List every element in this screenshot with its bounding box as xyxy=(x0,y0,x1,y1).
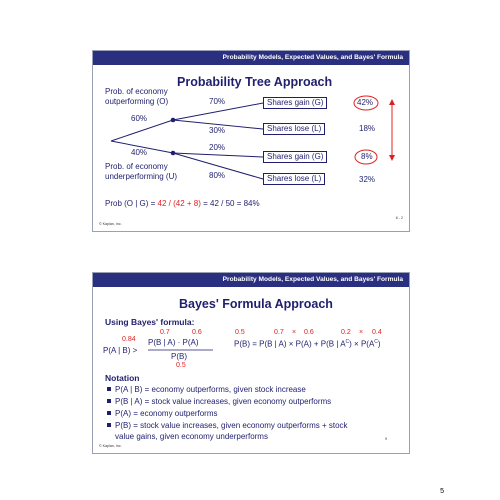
bayes-numerator: P(B | A) · P(A) xyxy=(148,338,199,347)
note-text: P(B) = stock value increases, given economy outperforms + stock xyxy=(115,421,348,430)
bullet-icon xyxy=(107,423,111,427)
slide-banner: Probability Models, Expected Values, and Bayes' Formula xyxy=(93,51,409,65)
note-item xyxy=(107,409,217,418)
times-sign-2: × xyxy=(359,329,364,336)
complement-sup-1: C xyxy=(345,339,350,345)
page-number: 5 xyxy=(440,488,444,495)
prob-lose-given-out: 30% xyxy=(209,126,226,135)
note-item xyxy=(107,385,306,394)
joint-prob-42: 42% xyxy=(357,98,374,107)
outcome-box-gain-1: Shares gain (G) xyxy=(263,97,327,109)
value-05-right: 0.5 xyxy=(235,329,245,336)
expansion-main: P(B) = P(B | A) × P(A) + P(B | A xyxy=(234,339,346,349)
slide-probability-tree xyxy=(92,50,410,232)
outcome-box-lose-2: Shares lose (L) xyxy=(263,173,325,185)
value-02: 0.2 xyxy=(341,329,351,336)
copyright: © Kaplan, Inc. xyxy=(99,222,122,226)
outcome-box-gain-2: Shares gain (G) xyxy=(263,151,327,163)
prob-gain-given-under: 20% xyxy=(209,143,226,152)
bullet-icon xyxy=(107,411,111,415)
outcome-box-lose-1: Shares lose (L) xyxy=(263,123,325,135)
complement-sup-2: C xyxy=(374,339,378,345)
value-06-right: 0.6 xyxy=(304,329,314,336)
arrow-head-down-icon xyxy=(389,155,395,161)
formula-suffix: = 42 / 50 = 84% xyxy=(200,199,260,208)
label-underperform-line1: Prob. of economy xyxy=(105,162,168,171)
note-text: P(A) = economy outperforms xyxy=(115,409,218,418)
prob-underperform: 40% xyxy=(131,148,148,157)
prob-gain-given-out: 70% xyxy=(209,97,226,106)
label-underperform-line2: underperforming (U) xyxy=(105,172,178,181)
slide-title: Probability Tree Approach xyxy=(177,75,333,89)
slide-number: 9 xyxy=(385,437,387,441)
branch-outperform xyxy=(111,120,173,141)
note-text: P(B | A) = stock value increases, given economy outperforms xyxy=(115,397,332,406)
bullet-icon xyxy=(107,399,111,403)
formula-highlight: 42 / (42 + 8) xyxy=(157,199,201,208)
joint-prob-18: 18% xyxy=(359,124,376,133)
note-item xyxy=(107,421,348,430)
joint-prob-32: 32% xyxy=(359,175,376,184)
formula-prefix: Prob (O | G) = xyxy=(105,199,158,208)
label-outperform-line2: outperforming (O) xyxy=(105,97,169,106)
slide-number: 6 - 2 xyxy=(395,216,403,220)
prob-outperform: 60% xyxy=(131,114,148,123)
pb-expansion xyxy=(234,339,381,349)
slide-bayes-formula xyxy=(92,272,410,454)
value-05-left: 0.5 xyxy=(176,362,186,369)
slide-banner: Probability Models, Expected Values, and Bayes' Formula xyxy=(93,273,409,287)
label-outperform-line1: Prob. of economy xyxy=(105,87,168,96)
copyright: © Kaplan, Inc. xyxy=(99,444,122,448)
value-06-left: 0.6 xyxy=(192,329,202,336)
value-07-right: 0.7 xyxy=(274,329,284,336)
prob-lose-given-under: 80% xyxy=(209,171,226,180)
expansion-mid: ) × P(A xyxy=(349,339,375,349)
value-04: 0.4 xyxy=(372,329,382,336)
expansion-end: ) xyxy=(377,339,381,349)
value-084: 0.84 xyxy=(122,336,136,343)
joint-prob-8: 8% xyxy=(361,152,373,161)
slide-subtitle: Using Bayes' formula: xyxy=(105,317,195,327)
notation-heading: Notation xyxy=(105,373,140,383)
node-outperform xyxy=(171,118,176,123)
bayes-lhs: P(A | B) > xyxy=(103,346,138,355)
node-underperform xyxy=(171,151,176,156)
note-text: P(A | B) = economy outperforms, given stock increase xyxy=(115,385,306,394)
note-continuation: value gains, given economy underperforms xyxy=(115,432,268,441)
note-item xyxy=(107,397,331,406)
value-07-left: 0.7 xyxy=(160,329,170,336)
times-sign-1: × xyxy=(292,329,297,336)
bullet-icon xyxy=(107,387,111,391)
slide-title: Bayes' Formula Approach xyxy=(179,297,333,311)
bayes-denominator: P(B) xyxy=(171,352,187,361)
arrow-head-up-icon xyxy=(389,99,395,105)
conditional-formula xyxy=(105,199,260,208)
